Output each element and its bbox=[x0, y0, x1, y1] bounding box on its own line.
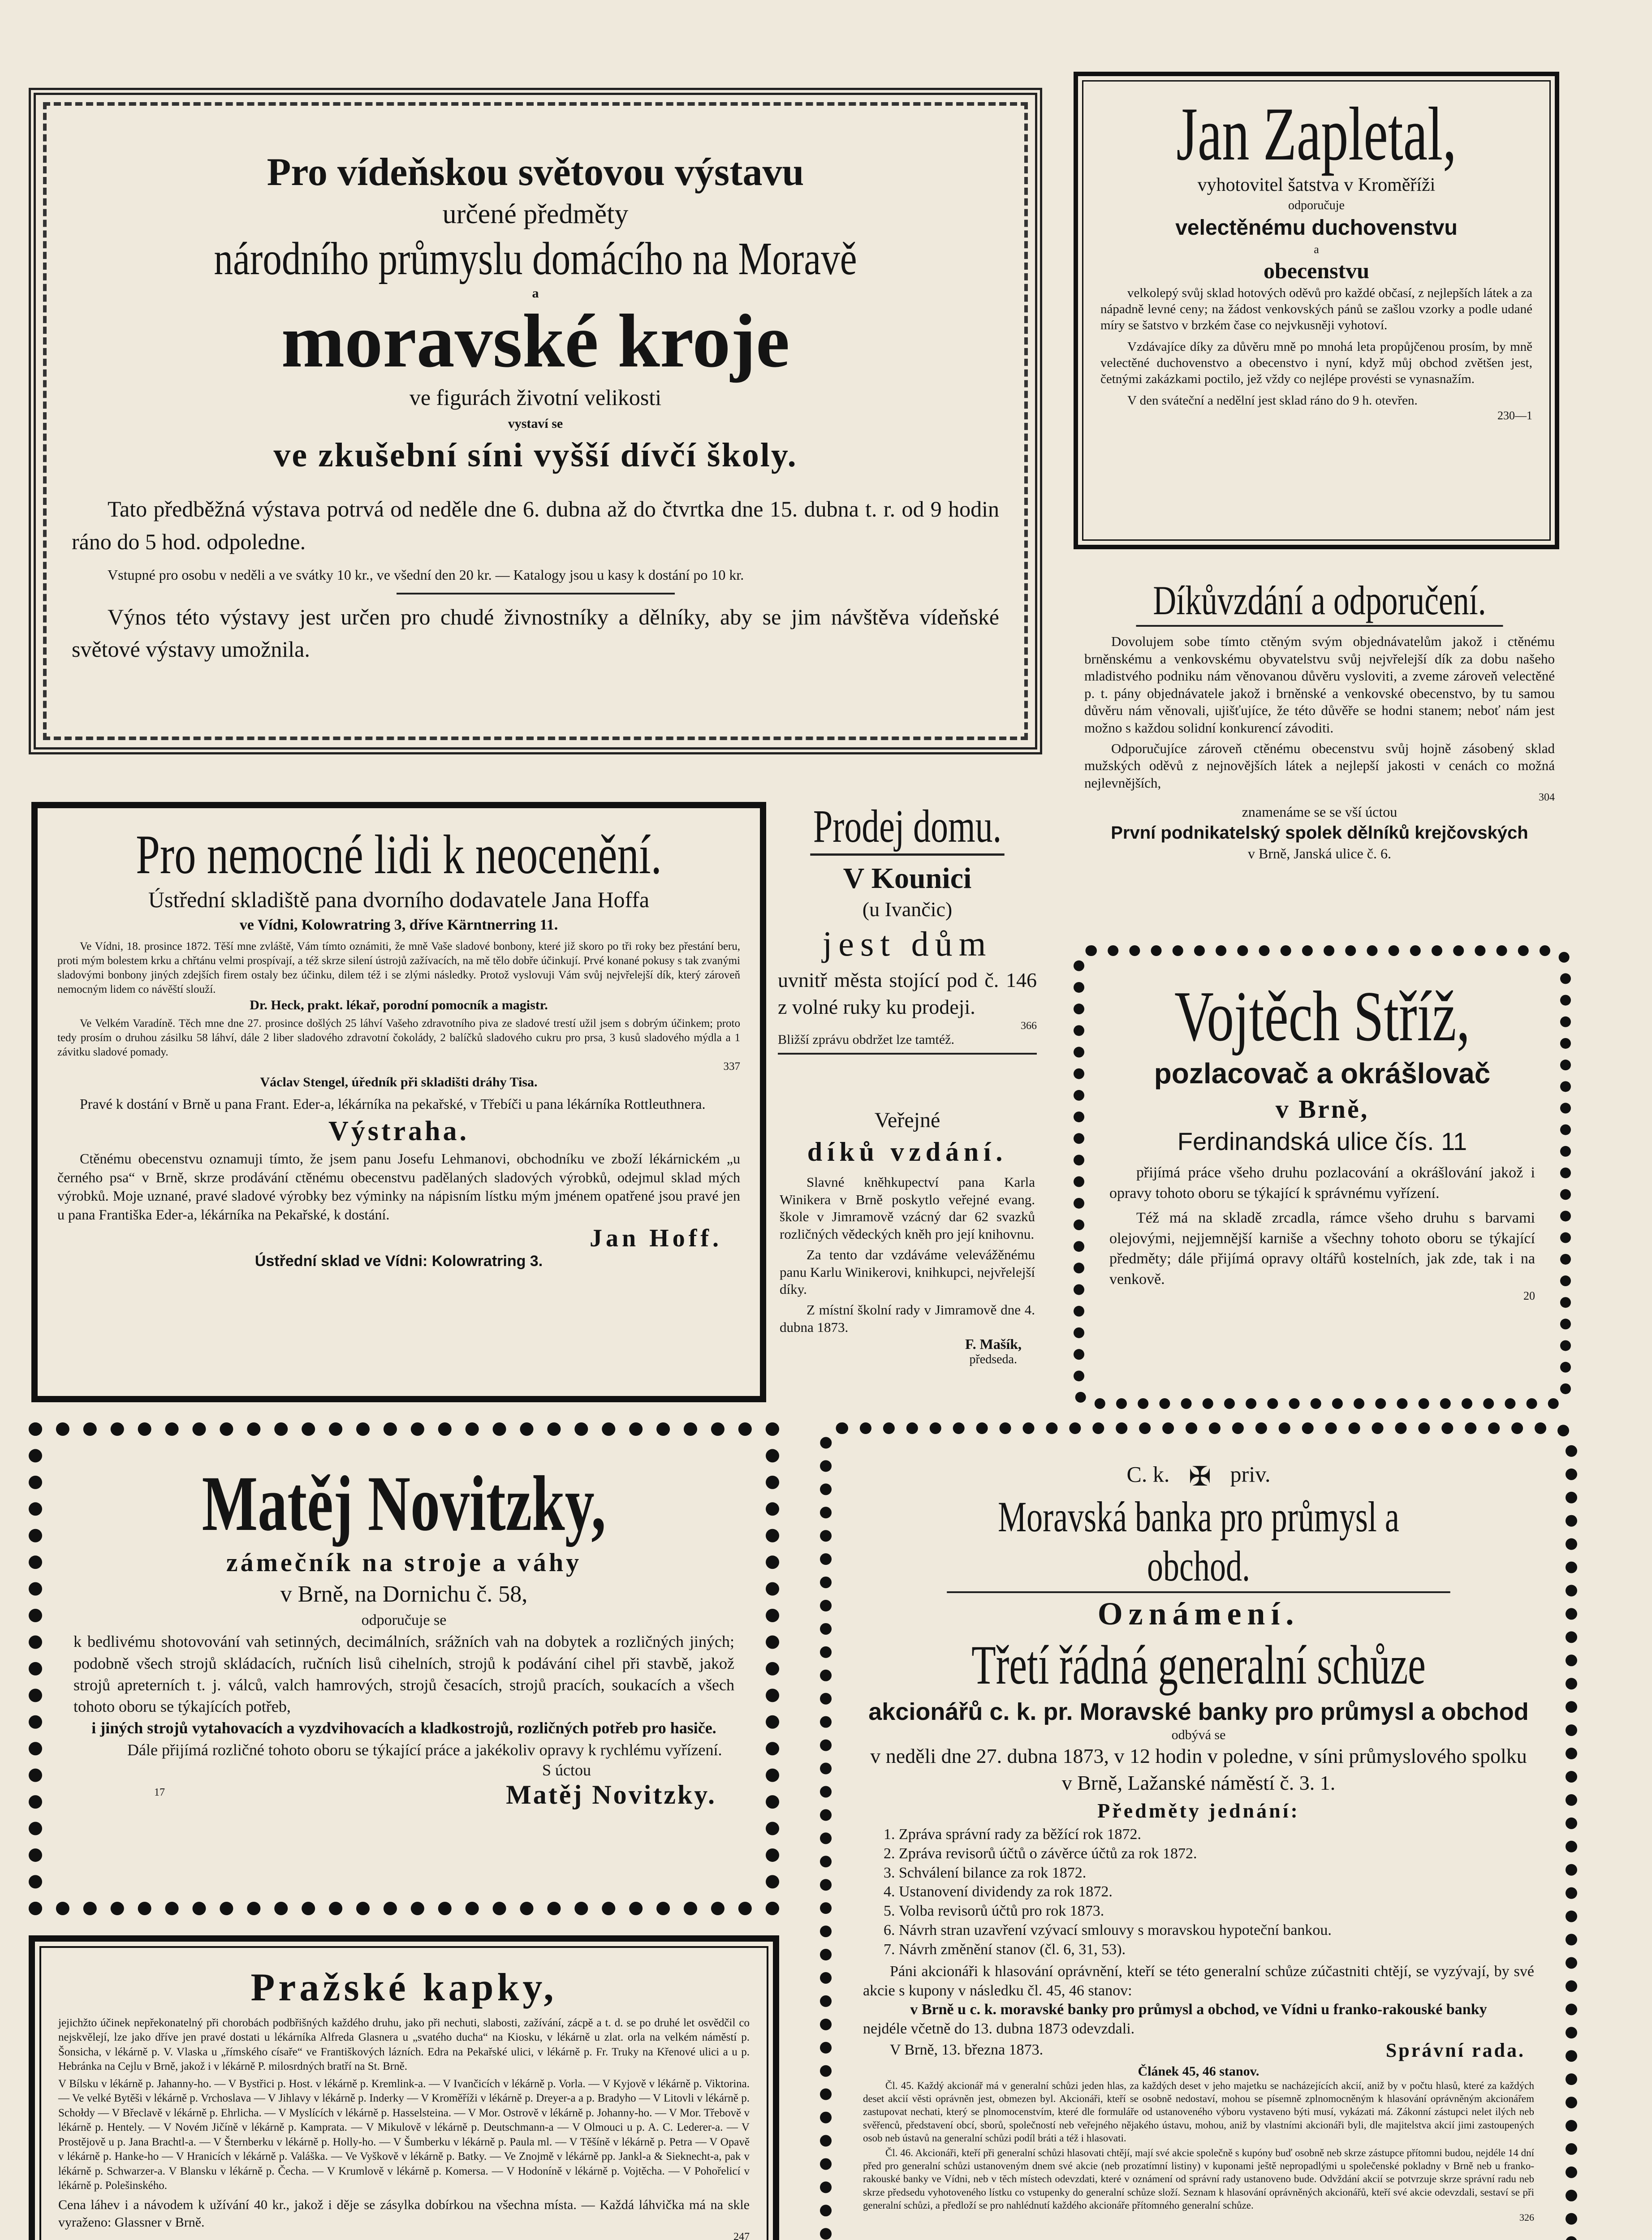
hoff-footer: Ústřední sklad ve Vídni: Kolowratring 3. bbox=[254, 1253, 543, 1270]
striz-title: Vojtěch Stříž, bbox=[1174, 976, 1470, 1056]
list-item: 5. Volba revisorů účtů pro rok 1873. bbox=[899, 1902, 1534, 1921]
house-place: V Kounici bbox=[843, 862, 972, 895]
novitzky-title: Matěj Novitzky, bbox=[202, 1460, 606, 1547]
bank-article-46: Čl. 46. Akcionáři, kteří při generalní schůzi hlasovati chtějí, mají své akcie společně s kupóny buď osobně neb skrze zástupce přítomni budou, nejdéle 14 dní před pro generalní schůzi ustanoveným dnem své akcie (neb prozatímní listiny) v kuponami ještě nepropadlými u společenské pokladny v Brně neb u franko-rakouské banky ve Vídni, neb v těch místech odevzdati, které v oznámení od správní rady ustanoveno bude. Odvždání akcií se potvrzuje skrze správní radu neb skrze předsedu vyhotoveného lístku co vstupenky do generalní schůze složí. Seznam k hlasování oprávněných akcionářů, kteří své akcie odevzdali, sestaví se při generalní schůzi, a předloží se pro nahlédnutí každého akcionáře přítomného generalní schůze. bbox=[863, 2147, 1534, 2211]
hoff-code: 337 bbox=[723, 1060, 740, 1073]
drops-paragraph-2: V Bílsku v lékárně p. Jahanny-ho. — V Bystřici p. Host. v lékárně p. Kremlink-a. — V Ivančicích v lékárně p. Vorla. — V Kyjově v lékárně p. Viktorina. — Ve velké Bytěši v lékárně p. Vrchoslava — V Jihlavy v lékárně p. Inderky — V Kroměříži v lékárně p. Dreyer-a a p. Bradyho — V Litovli v lékárně p. Schołdy — V Břeclavě v lékárně p. Ehrlicha. — V Myslících v lékárně p. Hasselsteina. — V Mor. Ostrově v lékárně p. Johanny-ho. — V Mor. Třebově v lékárně p. Hentely. — V Novém Jičíně v lékárně p. Kamprata. — V Mikulově v lékárně p. Deutschmann-a — V Olmouci u p. A. C. Lederer-a. — V Prostějově u p. Jana Brachtl-a. — V Šternberku v lékárně p. Holly-ho. — V Šumberku v lékárně p. Paula ml. — V Těšíně v lékárně p. Petra — V Opavě v lékárně p. Hanke-ho — V Hranicích v lékárně p. Valáška. — Ve Vyškově v lékárně p. Batky. — Ve Znojmě v lékárně pp. Jankl-a & Sieknecht-a, pak v lékárně p. Schwarzer-a. V Blansku v lékárně p. Čecha. — V Krumlově v lékárně p. Komersa. — V Hodoníně v lékárně p. Vojtěcha. — V Pohořelicí v lékárně p. Polešinského. bbox=[58, 2077, 750, 2192]
novitzky-subtitle-1: zámečník na stroje a váhy bbox=[226, 1547, 582, 1577]
list-item: 3. Schválení bilance za rok 1872. bbox=[899, 1864, 1534, 1883]
thanks-title: Díkůvzdání a odporučení. bbox=[1136, 576, 1503, 627]
zapletal-paragraph-2: Vzdávajíce díky za důvěru mně po mnohá leta propůjčenou prosím, by mně velectěné duchovenstvo a obecenstvo i nyní, když můj obchod zvětšen jest, četnými zakázkami poctilo, jež vždy co nejlépe provésti se vynasnažím. bbox=[1100, 339, 1532, 386]
drops-code: 247 bbox=[733, 2231, 750, 2240]
bank-paragraph-2: Páni akcionáři k hlasování oprávnění, kteří se této generalní schůze zúčastniti chtějí, se vyzývají, by své akcie s kupony v následku čl. 45, 46 stanov: bbox=[863, 1963, 1534, 1999]
novitzky-code: 17 bbox=[154, 1786, 165, 1798]
zapletal-title: Jan Zapletal, bbox=[1176, 92, 1457, 176]
hoff-signature: Jan Hoff. bbox=[590, 1224, 722, 1253]
hoff-letter-1: Ve Vídni, 18. prosince 1872. Těší mne zvláště, Vám tímto oznámiti, že mně Vaše sladové bonbony, které již skoro po tři roky bez přestání beru, proti mým bolestem krku a chřtánu velmi prospívají, a též skrze silení ústrojů zažívacích, na mě tělo dobře účinkují. Prvé konané pokusy s tak zvanými sladovými bonbony jiných zdejších firem ostaly bez účinku, dilem též i se zlými následky. Protož vyslovuji Vám svůj nejvřelejší dík, který zároveň nemocným lidem co návěští slouží. bbox=[57, 940, 740, 995]
bank-paragraph-4: nejdéle včetně do 13. dubna 1873 odevzdali. bbox=[863, 2020, 1135, 2038]
house-headline: jest dům bbox=[822, 924, 992, 964]
hoff-warning-text: Ctěnému obecenstvu oznamuji tímto, že jsem panu Josefu Lehmanovi, obchodníku ve zboží lékárnickém „u černého psa“ v Brně, skrze prodávání ctěnému obecenstvu padělaných sladových výrobků, odejmul sklad mých výrobků. Moje uznané, pravé sladové výrobky bez výminky na nápisním lístku mým jménem opatřené jsou pravé jen u pana Františka Eder-a, lékárníka na Pekařské, k dostání. bbox=[57, 1150, 740, 1223]
list-item: 6. Návrh stran uzavření vzývací smlouvy s moravskou hypoteční bankou. bbox=[899, 1921, 1534, 1940]
bank-notice: Oznámení. bbox=[1097, 1595, 1300, 1632]
house-info: Bližší zprávu obdržet lze tamtéž. bbox=[778, 1032, 1037, 1055]
drops-price: Cena láhev i a návodem k užívání 40 kr., jakož i děje se zásylka dobírkou na všechna místa. — Každá láhvička má na skle vyraženo: Glassner v Brně. bbox=[58, 2197, 750, 2230]
striz-subtitle-1: pozlacovač a okrášlovač bbox=[1154, 1057, 1491, 1090]
striz-subtitle-2: v Brně, bbox=[1275, 1094, 1369, 1124]
house-place-note: (u Ivančic) bbox=[862, 898, 953, 921]
novitzky-subtitle-2: v Brně, na Dornichu č. 58, bbox=[280, 1581, 528, 1607]
public-thanks-title-1: Veřejné bbox=[874, 1108, 940, 1132]
public-thanks-paragraph-3: Z místní školní rady v Jimramově dne 4. dubna 1873. bbox=[780, 1302, 1035, 1335]
bank-signature: Správní rada. bbox=[1385, 2039, 1525, 2062]
exhibition-heading-8: ve zkušební síni vyšší dívčí školy. bbox=[273, 436, 798, 474]
novitzky-signature: Matěj Novitzky. bbox=[506, 1779, 716, 1809]
novitzky-subtitle-3: odporučuje se bbox=[361, 1611, 447, 1628]
public-thanks-paragraph-2: Za tento dar vzdáváme velevážěnému panu Karlu Winikerovi, knihkupci, nejvřelejší díky. bbox=[780, 1247, 1035, 1297]
bank-paragraph-3: v Brně u c. k. moravské banky pro průmysl a obchod, ve Vídni u franko-rakouské banky bbox=[910, 2001, 1487, 2018]
house-text: uvnitř města stojící pod č. 146 z volné ruky ku prodeji. bbox=[778, 968, 1037, 1018]
exhibition-heading-6: ve figurách životní velikosti bbox=[409, 385, 662, 410]
bank-agenda-list bbox=[863, 1825, 1534, 1960]
bank-header-left: C. k. bbox=[1126, 1461, 1170, 1487]
thanks-signature: První podnikatelský spolek dělníků krejčovských bbox=[1111, 823, 1528, 843]
hoff-letter-1-signature: Dr. Heck, prakt. lékař, porodní pomocník a magistr. bbox=[250, 997, 548, 1012]
hoff-warning-title: Výstraha. bbox=[328, 1116, 470, 1147]
thanks-address: v Brně, Janská ulice č. 6. bbox=[1248, 845, 1391, 862]
bank-agenda-title: Předměty jednání: bbox=[1097, 1799, 1300, 1822]
ad-exhibition bbox=[29, 88, 1042, 754]
house-code: 366 bbox=[1021, 1020, 1037, 1032]
striz-subtitle-3: Ferdinandská ulice čís. 11 bbox=[1177, 1127, 1467, 1155]
exhibition-paragraph-1: Tato předběžná výstava potrvá od neděle dne 6. dubna až do čtvrtka dne 15. dubna t. r. od 9 hodin ráno do 5 hod. odpoledne. bbox=[72, 496, 999, 554]
ad-moravian-bank bbox=[820, 1422, 1577, 2240]
novitzky-paragraph-1: k bedlivému shotovování vah setinných, decimálních, srážních vah na dobytek a rozličných jiných; podobně všech strojů skládacích, ručních lisů cihelních, strojů k podávání cihel při stavbě, jakož strojů apreterních t. j. válců, valch hamrových, strojů česacích, strojů pracích, soukacích a všech tohoto oboru se týkajících potřeb, bbox=[73, 1633, 734, 1716]
exhibition-heading-1: Pro vídeňskou světovou výstavu bbox=[267, 151, 804, 194]
striz-paragraph-1: přijímá práce všeho druhu pozlacování a okrášlování jakož i opravy tohoto oboru se týkající k správnému vyřízení. bbox=[1109, 1164, 1535, 1202]
ad-house-sale bbox=[771, 800, 1044, 1104]
bank-meeting-subtitle: akcionářů c. k. pr. Moravské banky pro průmysl a obchod bbox=[868, 1698, 1529, 1725]
ad-novitzky bbox=[29, 1422, 779, 1915]
hoff-letter-2: Ve Velkém Varadíně. Těch mne dne 27. prosince došlých 25 láhví Vašeho zdravotního piva ze sladové trestí užil jsem s dobrým účinkem; proto tedy prosím o druhou zásilku 58 láhví, dále 2 liber sladového zdravotní čokolády, 2 balíčků sladového cukru pro prsa, 3 kusů sladového mýdla a 1 závitku sladové pomady. bbox=[57, 1017, 740, 1059]
thanks-paragraph-2: Odporučujíce zároveň ctěnému obecenstvu svůj hojně zásobený sklad mužských oděvů z nejnovějších látek a nejlepší jakosti v cenách co možná nejlevnějších, bbox=[1084, 741, 1555, 791]
ad-prague-drops bbox=[29, 1935, 779, 2240]
bank-header-row bbox=[863, 1461, 1534, 1492]
bank-article-45: Čl. 45. Každý akcionář má v generalní schůzi jeden hlas, za každých deset v jeho majetku se nacházejících akcií, aniž by v počtu hlasů, které za každých deset akcií věsti oprávněn jest, obmezen byl. Akcionáři, kteří se osobně nedostaví, mohou se písemně zplnomocněným k hlasování oprávněným akcionářem zastupovat nechati, který se plnomocenstvím, které dle formuláře od ustanoveného výboru vystaveno býti musí, vykázati má. Zákonní zástupci nelet ilých neb svěřenců, představení obcí, sborů, společností neb veřejného nějakého ústavu, mohou, aniž by vlastními akcionáři byli, dle majitelstva akcií jimi zastoupených osob neb ústavů na generalní schůzi podíl bráti a též i hlasovati. bbox=[863, 2080, 1534, 2144]
novitzky-regards: S úctou bbox=[542, 1761, 591, 1779]
drops-title: Pražské kapky, bbox=[250, 1966, 557, 2009]
list-item: 1. Zpráva správní rady za běžící rok 1872. bbox=[899, 1825, 1534, 1844]
bank-header-right: priv. bbox=[1230, 1461, 1271, 1487]
bank-meeting-title: Třetí řádná generalní schůze bbox=[971, 1634, 1426, 1696]
ad-hoff bbox=[31, 802, 766, 1402]
bank-articles-title: Článek 45, 46 stanov. bbox=[1138, 2064, 1259, 2079]
divider bbox=[397, 593, 675, 594]
ad-public-thanks bbox=[771, 1107, 1044, 1420]
bank-meeting-details: v neděli dne 27. dubna 1873, v 12 hodin v poledne, v síni průmyslového spolku v Brně, Lažanské náměstí č. 3. 1. bbox=[870, 1744, 1527, 1794]
bank-meeting-held: odbývá se bbox=[1171, 1727, 1226, 1742]
zapletal-subtitle-3: velectěnému duchovenstvu bbox=[1175, 215, 1458, 240]
zapletal-subtitle-1: vyhotovitel šatstva v Kroměříži bbox=[1197, 175, 1436, 195]
exhibition-heading-2: určené předměty bbox=[442, 198, 629, 229]
hoff-letter-2-signature: Václav Stengel, úředník při skladišti dráhy Tisa. bbox=[260, 1075, 538, 1090]
zapletal-paragraph-1: velkolepý svůj sklad hotových oděvů pro každé občasí, z nejlepších látek a za nápadně levné ceny; na žádost venkovských pánů se zašlou vzorky a podle udané míry se šatstvo v brzkém čase co nejvkusněji vyhotoví. bbox=[1100, 285, 1532, 332]
exhibition-paragraph-2: Vstupné pro osobu v neděli a ve svátky 10 kr., ve všední den 20 kr. — Katalogy jsou u kasy k dostání po 10 kr. bbox=[108, 567, 744, 583]
zapletal-subtitle-2: odporučuje bbox=[1288, 198, 1345, 212]
ad-striz bbox=[1074, 945, 1571, 1409]
list-item: 4. Ustanovení dividendy za rok 1872. bbox=[899, 1882, 1534, 1902]
bank-name: Moravská banka pro průmysl a obchod. bbox=[947, 1492, 1450, 1593]
zapletal-subtitle-4: a bbox=[1314, 242, 1319, 256]
drops-paragraph-1: jejichžto účinek nepřekonatelný při chorobách podbřišných každého druhu, jako při nechuti, slabosti, zažívání, zácpě a t. d. se po druhé let osvědčil co nejskvělejí, lze jako dříve jen pravé dostati u lékárníka Alfreda Glasnera u „svatého ducha“ na Kiosku, v lékárně u zlat. orla na velkém náměstí p. Šonsicha, v lékárně p. V. Vlaska u „římského císaře“ ve Františkových lázních. Edra na Pekařské ulici, v lékárně p. Fr. Truky na Křenové ulici a u p. Hebránka na Cejlu v Brně, jakož i v lékárně P. milosrdných bratří na St. Brně. bbox=[58, 2016, 750, 2073]
hoff-availability: Pravé k dostání v Brně u pana Frant. Eder-a, lékárníka na pekařské, v Třebíči u pana lékárníka Rottleuthnera. bbox=[80, 1095, 706, 1112]
list-item: 2. Zpráva revisorů účtů o závěrce účtů za rok 1872. bbox=[899, 1844, 1534, 1864]
bank-date: V Brně, 13. března 1873. bbox=[890, 2042, 1044, 2059]
exhibition-heading-3: národního průmyslu domácího na Moravě bbox=[214, 233, 857, 285]
zapletal-paragraph-3: V den sváteční a nedělní jest sklad ráno do 9 h. otevřen. bbox=[1127, 393, 1418, 408]
bank-code: 326 bbox=[1519, 2212, 1534, 2223]
exhibition-heading-5: moravské kroje bbox=[281, 298, 790, 383]
novitzky-paragraph-2: i jiných strojů vytahovacích a vyzdvihovacích a kladkostrojů, rozličných potřeb pro hasiče. bbox=[91, 1719, 716, 1737]
public-thanks-paragraph-1: Slavné kněhkupectví pana Karla Winikera v Brně poskytlo veřejné evang. škole v Jimramově vzácný dar 62 svazků rozličných vědeckých kněh pro její knihovnu. bbox=[780, 1174, 1035, 1242]
exhibition-heading-4: a bbox=[532, 285, 539, 301]
hoff-subtitle-2: ve Vídni, Kolowratring 3, dříve Kärntnerring 11. bbox=[239, 917, 558, 934]
public-thanks-signature: F. Mašík, bbox=[965, 1336, 1022, 1353]
list-item: 7. Návrh změnění stanov (čl. 6, 31, 53). bbox=[899, 1940, 1534, 1960]
striz-paragraph-2: Též má na skladě zrcadla, rámce všeho druhu s barvami olejovými, nejjemnější karniše a všechny tohoto oboru se týkající předměty; dále přijímá opravy oltářů kostelních, jak zde, tak i na venkově. bbox=[1109, 1210, 1535, 1288]
hoff-title: Pro nemocné lidi k neocenění. bbox=[136, 824, 662, 885]
striz-code: 20 bbox=[1523, 1289, 1535, 1303]
exhibition-paragraph-3: Výnos této výstavy jest určen pro chudé živnostníky a dělníky, aby se jim návštěva vídeňské světové výstavy umožnila. bbox=[72, 604, 999, 662]
thanks-paragraph-1: Dovolujem sobe tímto ctěným svým objednávatelům jakož i ctěnému brněnskému a venkovskému obyvatelstvu svůj nejvřelejší dík za dobu našeho mladistvého podniku nám věnovanou důvěru vysloviti, a zveme zároveň velectěné p. t. pány objednávatele jakož i brněnské a venkovské obecenstvo, by tu samou důvěru nám věnovali, ujišťujíce, že této důvěře se hodni stanem; neboť nám jest možno s každou solidní konkurencí závoditi. bbox=[1084, 633, 1555, 736]
house-title: Prodej domu. bbox=[810, 800, 1005, 856]
thanks-code: 304 bbox=[1539, 792, 1555, 804]
zapletal-code: 230—1 bbox=[1497, 409, 1532, 422]
eagle-emblem-icon: ✠ bbox=[1188, 1462, 1212, 1491]
ad-thanks-tailors bbox=[1066, 576, 1573, 925]
ad-zapletal bbox=[1074, 72, 1559, 549]
public-thanks-role: předseda. bbox=[969, 1353, 1017, 1367]
thanks-closing: znamenáme se se vší úctou bbox=[1242, 804, 1398, 820]
novitzky-paragraph-3: Dále přijímá rozličné tohoto oboru se týkající práce a jakékoliv opravy k rychlému vyřízení. bbox=[127, 1740, 722, 1759]
exhibition-heading-7: vystaví se bbox=[508, 416, 563, 431]
zapletal-subtitle-5: obecenstvu bbox=[1263, 258, 1370, 283]
public-thanks-title-2: díků vzdání. bbox=[807, 1137, 1008, 1167]
hoff-subtitle-1: Ústřední skladiště pana dvorního dodavatele Jana Hoffa bbox=[148, 887, 650, 913]
